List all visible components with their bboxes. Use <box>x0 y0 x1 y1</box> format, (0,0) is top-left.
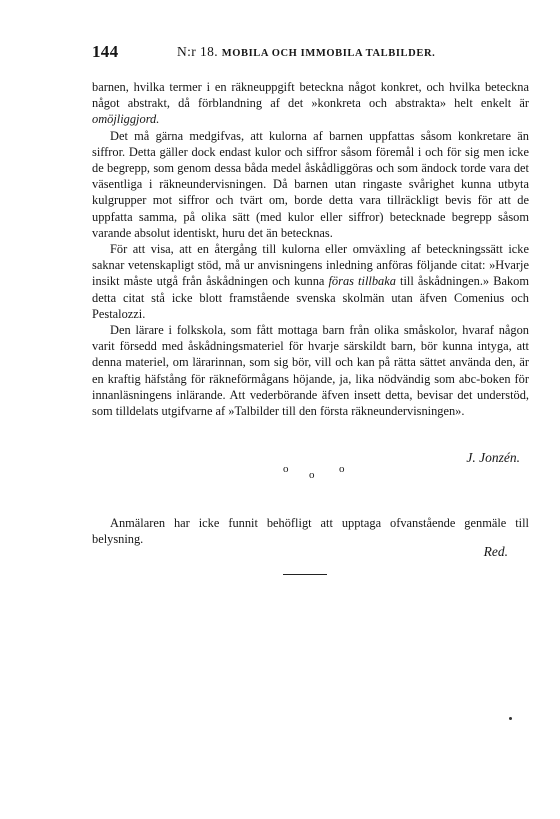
ornament-mark: o <box>339 463 345 475</box>
page-header <box>92 42 492 66</box>
ornament-mark: o <box>309 469 315 481</box>
paragraph-3-text-start: För att visa, att en återgång till kulorna eller omväxling af beteckningssätt icke saknar vetenskapligt stöd, må ur anvisningens inledning anföras följande citat: »Hvarje insikt måste utgå från åskådningen och kunna <box>92 242 529 289</box>
author-signature: J. Jonzén. <box>466 450 520 465</box>
paragraph-3-text-end: till åskådningen.» Bakom detta citat stå icke blott framstående svenska skolmän utan äfven Comenius och Pestalozzi. <box>92 274 529 321</box>
page-number: 144 <box>92 42 119 61</box>
paragraph-3 <box>92 241 529 322</box>
paragraph-3-emphasis: föras tillbaka <box>328 274 396 289</box>
running-head <box>177 44 435 60</box>
section-divider <box>283 574 327 575</box>
paragraph-1 <box>92 79 529 128</box>
series-number: N:r 18. <box>177 44 219 59</box>
editorial-notice <box>92 515 529 547</box>
section-ornament <box>283 464 345 484</box>
article-title: MOBILA OCH IMMOBILA TALBILDER. <box>221 48 436 59</box>
ornament-mark: o <box>283 463 289 475</box>
print-speck <box>509 717 512 720</box>
article-body <box>92 79 529 419</box>
paragraph-2: Det må gärna medgifvas, att kulorna af barnen uppfattas såsom konkretare än siffror. Detta gäller dock endast kulor och siffror såsom föremål i och för sig men icke de begrepp, som genom dessa båda medel åskådliggöras och som ändock torde vara det väsentliga i räkneundervisningen. Då barnen utan ringaste svårighet kunna utbyta kulgrupper mot siffror och tvärt om, borde detta vara tillräckligt bevis för att de uppfatta samma, på olika sätt (med kulor eller siffror) betecknade begrepp såsom varande absolut identiskt, huru det än betecknas. <box>92 128 529 240</box>
paragraph-1-emphasis: omöjliggjord. <box>92 112 160 127</box>
paragraph-1-text: barnen, hvilka termer i en räkneuppgift beteckna något konkret, och hvilka beteckna något abstrakt, då förblandning af det »konkreta och abstrakta» helt enkelt är <box>92 80 529 111</box>
notice-text: Anmälaren har icke funnit behöfligt att upptaga ofvanstående genmäle till belysning. <box>92 516 529 547</box>
editor-signature: Red. <box>483 544 508 559</box>
paragraph-4: Den lärare i folkskola, som fått mottaga barn från olika småskolor, hvaraf någon varit försedd med åskådningsmateriel för hvarje särskildt barn, bör kunna intyga, att denna materiel, om lärarinnan, som sig bör, vill och kan på rätta sättet använda den, är en kraftig häfstång för räkneförmågans höjande, ja, lika nödvändig som abc-boken för innanläsningens inlärande. Att vederbörande äfven insett detta, bevisar det understöd, som tilldelats utgifvarne af »Talbilder till den första räkneundervisningen». <box>92 323 529 419</box>
